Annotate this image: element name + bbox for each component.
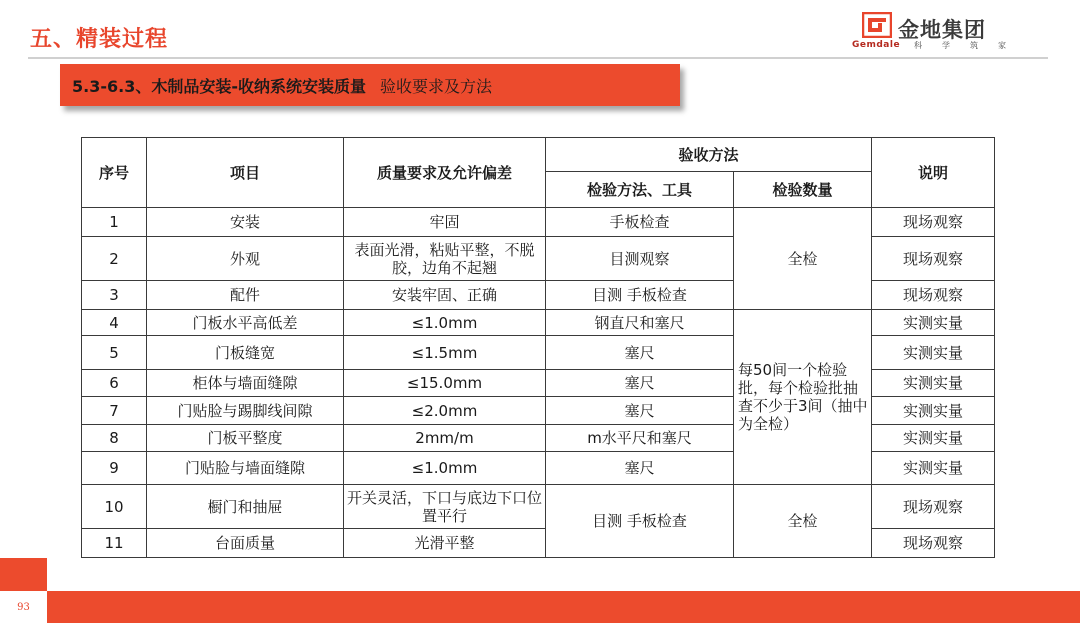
cell-seq: 4 [82, 310, 147, 336]
logo-slogan-char: 家 [998, 41, 1006, 50]
cell-quality: 开关灵活，下口与底边下口位置平行 [344, 485, 546, 529]
cell-tool: 目测观察 [546, 237, 734, 281]
acceptance-table [81, 137, 995, 558]
cell-tool: 塞尺 [546, 397, 734, 425]
cell-seq: 8 [82, 425, 147, 452]
header-qty: 检验数量 [734, 172, 872, 208]
cell-note: 现场观察 [872, 237, 995, 281]
cell-quality: 牢固 [344, 208, 546, 237]
cell-seq: 6 [82, 370, 147, 397]
logo-slogan-char: 科 [914, 41, 922, 50]
header-item: 项目 [147, 138, 344, 208]
cell-item: 门板水平高低差 [147, 310, 344, 336]
table-row [82, 310, 995, 336]
logo-slogan-char: 学 [942, 41, 950, 50]
cell-note: 实测实量 [872, 336, 995, 370]
cell-tool: 塞尺 [546, 370, 734, 397]
cell-item: 外观 [147, 237, 344, 281]
banner-subheading: 验收要求及方法 [379, 76, 492, 96]
cell-seq: 11 [82, 529, 147, 558]
header-seq: 序号 [82, 138, 147, 208]
cell-item: 台面质量 [147, 529, 344, 558]
banner-heading: 5.3-6.3、木制品安装-收纳系统安装质量 [72, 76, 366, 96]
logo-slogan-char: 筑 [970, 41, 978, 50]
header-divider [28, 57, 1048, 59]
footer-bar [47, 591, 1080, 623]
header-method-group: 验收方法 [546, 138, 872, 172]
cell-tool-merged: 目测 手板检查 [546, 485, 734, 558]
header-quality: 质量要求及允许偏差 [344, 138, 546, 208]
cell-quality: ≤15.0mm [344, 370, 546, 397]
cell-quality: ≤1.0mm [344, 452, 546, 485]
cell-tool: 钢直尺和塞尺 [546, 310, 734, 336]
logo-slogan [914, 40, 1026, 51]
header-note: 说明 [872, 138, 995, 208]
cell-note: 实测实量 [872, 310, 995, 336]
logo-english-name: Gemdale [852, 40, 901, 50]
cell-item: 门贴脸与踢脚线间隙 [147, 397, 344, 425]
cell-tool: m水平尺和塞尺 [546, 425, 734, 452]
page-number: 93 [17, 601, 30, 613]
cell-note: 现场观察 [872, 485, 995, 529]
header-tool: 检验方法、工具 [546, 172, 734, 208]
cell-item: 门板缝宽 [147, 336, 344, 370]
cell-quality: 光滑平整 [344, 529, 546, 558]
cell-tool: 手板检查 [546, 208, 734, 237]
cell-item: 门板平整度 [147, 425, 344, 452]
cell-note: 实测实量 [872, 370, 995, 397]
cell-qty-merged: 全检 [734, 485, 872, 558]
cell-quality: ≤2.0mm [344, 397, 546, 425]
cell-quality: 安装牢固、正确 [344, 281, 546, 310]
logo-chinese-name: 金地集团 [898, 18, 986, 42]
cell-quality: ≤1.0mm [344, 310, 546, 336]
cell-item: 门贴脸与墙面缝隙 [147, 452, 344, 485]
table-row [82, 485, 995, 529]
cell-tool: 塞尺 [546, 336, 734, 370]
cell-seq: 3 [82, 281, 147, 310]
section-title: 五、精装过程 [30, 27, 169, 52]
cell-quality: 2mm/m [344, 425, 546, 452]
cell-seq: 1 [82, 208, 147, 237]
cell-note: 现场观察 [872, 208, 995, 237]
cell-item: 配件 [147, 281, 344, 310]
footer-accent-block [0, 558, 47, 591]
cell-item: 橱门和抽屉 [147, 485, 344, 529]
cell-qty-merged: 全检 [734, 208, 872, 310]
table-row [82, 208, 995, 237]
cell-note: 实测实量 [872, 425, 995, 452]
cell-quality: 表面光滑，粘贴平整，不脱胶，边角不起翘 [344, 237, 546, 281]
cell-seq: 7 [82, 397, 147, 425]
cell-note: 现场观察 [872, 281, 995, 310]
cell-note: 现场观察 [872, 529, 995, 558]
table-header-row [82, 138, 995, 172]
gemdale-logo-icon [862, 12, 892, 38]
cell-seq: 2 [82, 237, 147, 281]
subsection-banner [60, 64, 680, 106]
cell-qty-merged: 每50间一个检验批，每个检验批抽查不少于3间（抽中为全检） [734, 310, 872, 485]
cell-item: 柜体与墙面缝隙 [147, 370, 344, 397]
cell-quality: ≤1.5mm [344, 336, 546, 370]
cell-note: 实测实量 [872, 452, 995, 485]
cell-item: 安装 [147, 208, 344, 237]
cell-tool: 塞尺 [546, 452, 734, 485]
company-logo [852, 12, 1042, 52]
cell-seq: 5 [82, 336, 147, 370]
cell-seq: 10 [82, 485, 147, 529]
cell-note: 实测实量 [872, 397, 995, 425]
cell-tool: 目测 手板检查 [546, 281, 734, 310]
cell-seq: 9 [82, 452, 147, 485]
